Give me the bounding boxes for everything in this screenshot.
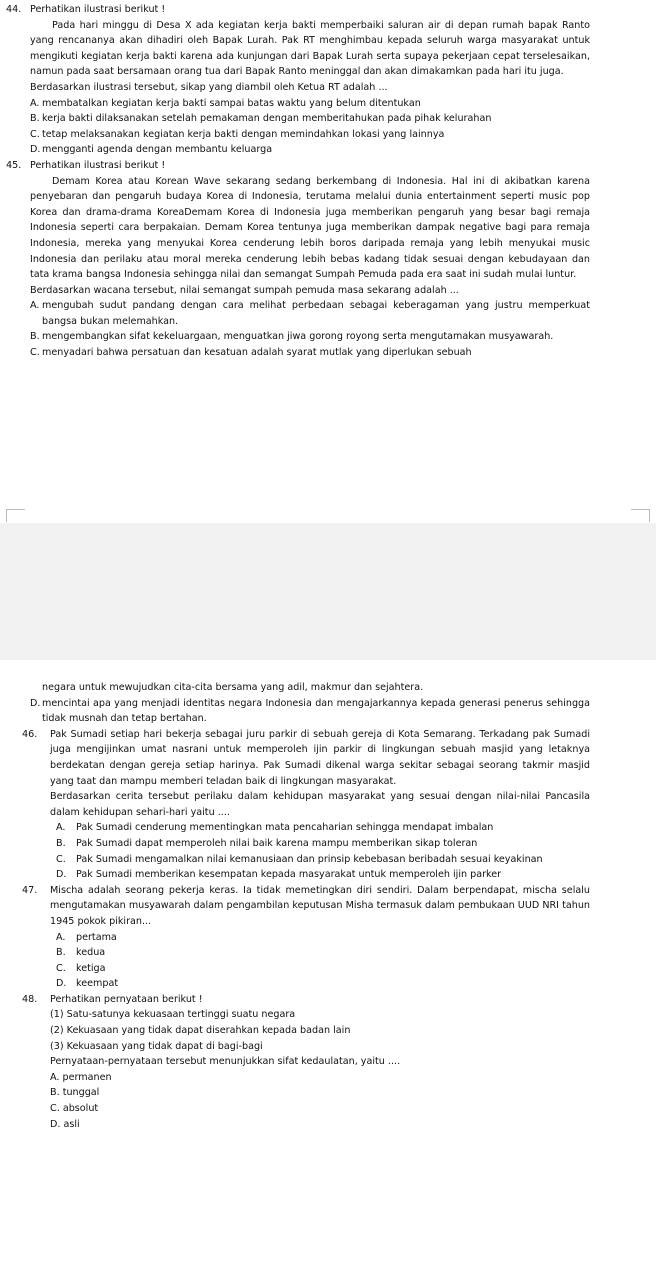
option-c[interactable]: C. absolut [50, 1103, 99, 1115]
option-a[interactable]: A. mengubah sudut pandang dengan cara melihat perbedaan sebagai keberagaman yang justru memperkuat bangsa bukan melemahkan. [30, 300, 590, 327]
question-stem: Pada hari minggu di Desa X ada kegiatan kerja bakti memperbaiki saluran air di depan rumah bapak Ranto yang rencananya akan dihadiri oleh Bapak Lurah. Pak RT menghimbau kepada seluruh warga masyarakat untuk mengikuti kegiatan kerja bakti karena ada kunjungan dari Bapak Lurah serta supaya pekerjaan cepat terselesaikan, namun pada saat bersamaan orang tua dari Bapak Ranto meninggal dan akan dimakamkan pada hari itu juga. [30, 19, 590, 78]
question-prompt: Berdasarkan wacana tersebut, nilai semangat sumpah pemuda masa sekarang adalah ... [30, 284, 459, 296]
option-b[interactable]: B. Pak Sumadi dapat memperoleh nilai baik karena mampu memberikan sikap toleran [56, 837, 478, 849]
option-a[interactable]: A. pertama [56, 931, 117, 943]
option-b[interactable]: B. kerja bakti dilaksanakan setelah pemakaman dengan memberitahukan pada pihak kelurahan [30, 113, 492, 125]
statement-2: (2) Kekuasaan yang tidak dapat diserahkan kepada badan lain [50, 1025, 351, 1037]
option-b[interactable]: B. tunggal [50, 1087, 100, 1099]
option-b[interactable]: B. mengembangkan sifat kekeluargaan, menguatkan jiwa gorong royong serta mengutamakan musyawarah. [30, 331, 554, 343]
option-d[interactable]: D. mencintai apa yang menjadi identitas negara Indonesia dan mengajarkannya kepada generasi penerus sehingga tidak musnah dan tetap bertahan. [30, 697, 590, 725]
question-46 [0, 727, 656, 883]
question-prompt: Pernyataan-pernyataan tersebut menunjukkan sifat kedaulatan, yaitu .... [50, 1056, 401, 1068]
question-prompt: Berdasarkan cerita tersebut perilaku dalam kehidupan masyarakat yang sesuai dengan nilai-nilai Pancasila dalam kehidupan sehari-hari yaitu .... [50, 791, 590, 818]
question-number: 48. [22, 993, 38, 1005]
question-44 [0, 2, 656, 158]
question-number: 45. [6, 159, 22, 171]
question-number: 47. [22, 884, 38, 896]
question-stem: Mischa adalah seorang pekerja keras. Ia tidak memetingkan diri sendiri. Dalam berpendapat, mischa selalu mengutamakan musyawarah dalam pengambilan keputusan Misha termasuk dalam pembukaan UUD NRI tahun 1945 pokok pikiran... [50, 884, 590, 927]
crop-mark [631, 509, 650, 522]
crop-mark [6, 509, 25, 522]
option-c[interactable]: C. tetap melaksanakan kegiatan kerja bakti dengan memindahkan lokasi yang lainnya [30, 128, 445, 140]
page-top [0, 0, 656, 523]
question-48 [0, 992, 656, 1132]
option-d[interactable]: D. asli [50, 1118, 80, 1130]
question-header: Perhatikan pernyataan berikut ! [50, 993, 203, 1005]
question-stem: Pak Sumadi setiap hari bekerja sebagai juru parkir di sebuah gereja di Kota Semarang. Terkadang pak Sumadi juga mengijinkan umat nasrani untuk memperoleh ijin parkir di lingkungan sebuah masjid yang letaknya berdekatan dengan gereja setiap harinya. Pak Sumadi dikenal warga sekitar sebagai seorang takmir masjid yang taat dan mampu memberi teladan baik di lingkungan masyarakat. [50, 728, 590, 787]
statement-1: (1) Satu-satunya kekuasaan tertinggi suatu negara [50, 1009, 296, 1021]
option-a[interactable]: A. membatalkan kegiatan kerja bakti sampai batas waktu yang belum ditentukan [30, 97, 421, 109]
question-45 [0, 158, 656, 361]
option-c[interactable]: C. ketiga [56, 962, 106, 974]
statement-3: (3) Kekuasaan yang tidak dapat di bagi-bagi [50, 1040, 263, 1052]
question-header: Perhatikan ilustrasi berikut ! [30, 159, 166, 171]
question-number: 44. [6, 4, 22, 15]
option-a[interactable]: A. Pak Sumadi cenderung mementingkan mata pencaharian sehingga mendapat imbalan [56, 822, 494, 834]
question-prompt: Berdasarkan ilustrasi tersebut, sikap yang diambil oleh Ketua RT adalah ... [30, 81, 388, 93]
option-d[interactable]: D. mengganti agenda dengan membantu keluarga [30, 144, 273, 156]
page-gap [0, 523, 656, 660]
page-bottom [0, 660, 656, 1269]
question-stem: Demam Korea atau Korean Wave sekarang sedang berkembang di Indonesia. Hal ini di akibatkan karena penyebaran dan pengaruh budaya Korea di Indonesia, terutama melalui dunia entertainment seperti music pop Korea dan drama-drama KoreaDemam Korea di Indonesia juga memberikan pengaruh yang besar bagi remaja Indonesia seperti cara berpakaian. Demam Korea tentunya juga memberikan dampak negative bagi para remaja Indonesia, mereka yang menyukai Korea cenderung lebih boros daripada remaja yang lebih menyukai music Indonesia dan perilaku atau moral mereka cenderung lebih bebas kadang tidak sesuai dengan kebudayaan dan tata krama bangsa Indonesia sehingga nilai dan semangat Sumpah Pemuda pada era saat ini sudah mulai luntur. [30, 175, 590, 281]
question-number: 46. [22, 728, 38, 740]
question-47 [0, 883, 656, 992]
option-b[interactable]: B. kedua [56, 947, 106, 959]
option-a[interactable]: A. permanen [50, 1071, 112, 1083]
option-c[interactable]: C. menyadari bahwa persatuan dan kesatuan adalah syarat mutlak yang diperlukan sebuah [30, 347, 472, 359]
option-d[interactable]: D. Pak Sumadi memberikan kesempatan kepada masyarakat untuk memperoleh ijin parker [56, 869, 502, 881]
option-c-continuation: negara untuk mewujudkan cita-cita bersama yang adil, makmur dan sejahtera. [42, 682, 424, 693]
question-45-continuation [0, 680, 656, 727]
question-header: Perhatikan ilustrasi berikut ! [30, 4, 166, 15]
option-c[interactable]: C. Pak Sumadi mengamalkan nilai kemanusiaan dan prinsip kebebasan beribadah sesuai keyakinan [56, 853, 543, 865]
option-d[interactable]: D. keempat [56, 978, 119, 990]
